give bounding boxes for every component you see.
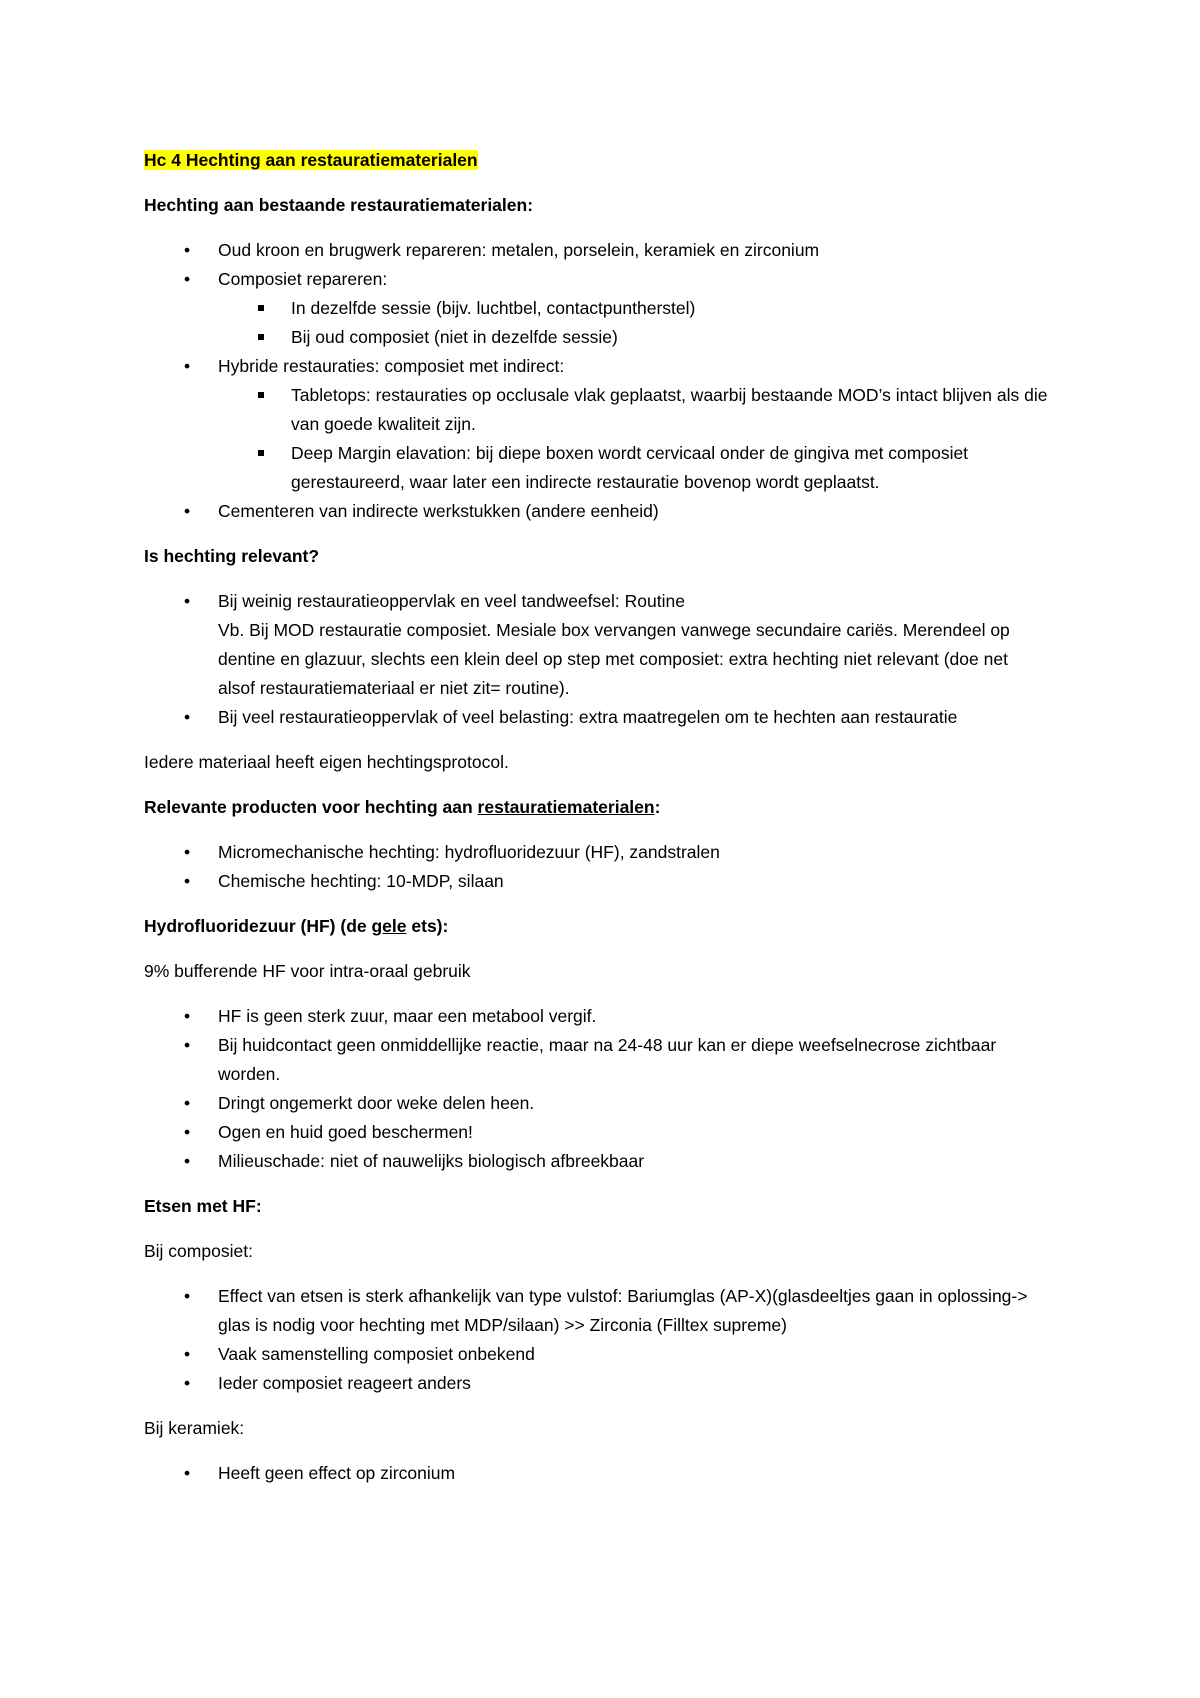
list-item: • Hybride restauraties: composiet met indirect: Tabletops: restauraties op occlusale vlak geplaatst, waarbij bestaande MOD’s intact blijven als die van goede kwaliteit zijn. Deep Margin elavation: bij diepe boxen wordt cervicaal onder de gingiva met composiet gerestaureerd, waar later een indirecte restauratie bovenop wordt geplaatst. bbox=[144, 352, 1049, 497]
document-title: Hc 4 Hechting aan restauratiematerialen bbox=[144, 150, 478, 170]
bullet-icon: • bbox=[184, 1344, 191, 1364]
list-item: • Effect van etsen is sterk afhankelijk van type vulstof: Bariumglas (AP-X)(glasdeeltjes gaan in oplossing-> glas is nodig voor hechting met MDP/silaan) >> Zirconia (Filltex supreme) bbox=[144, 1282, 1049, 1340]
list-item: • Cementeren van indirecte werkstukken (andere eenheid) bbox=[144, 497, 1049, 526]
list-item: • Composiet repareren: In dezelfde sessie (bijv. luchtbel, contactpuntherstel) Bij oud composiet (niet in dezelfde sessie) bbox=[144, 265, 1049, 352]
bullet-icon: • bbox=[184, 1151, 191, 1171]
composiet-label: Bij composiet: bbox=[144, 1241, 253, 1261]
bullet-icon: • bbox=[184, 1373, 191, 1393]
square-bullet-icon bbox=[258, 334, 264, 340]
list-item: • Bij huidcontact geen onmiddellijke reactie, maar na 24-48 uur kan er diepe weefselnecrose zichtbaar worden. bbox=[144, 1031, 1049, 1089]
list-item: • Bij veel restauratieoppervlak of veel belasting: extra maatregelen om te hechten aan restauratie bbox=[144, 703, 1049, 732]
protocol-note: Iedere materiaal heeft eigen hechtingsprotocol. bbox=[144, 752, 509, 772]
hf-intro: 9% bufferende HF voor intra-oraal gebruik bbox=[144, 961, 471, 981]
section-heading-producten: Relevante producten voor hechting aan restauratiematerialen: bbox=[144, 797, 661, 817]
bullet-list-relevant bbox=[144, 587, 1049, 732]
bullet-icon: • bbox=[184, 707, 191, 727]
bullet-icon: • bbox=[184, 501, 191, 521]
bullet-icon: • bbox=[184, 591, 191, 611]
bullet-list-producten bbox=[144, 838, 1049, 896]
bullet-icon: • bbox=[184, 1122, 191, 1142]
list-item: • Vaak samenstelling composiet onbekend bbox=[144, 1340, 1049, 1369]
sub-list-item: Deep Margin elavation: bij diepe boxen wordt cervicaal onder de gingiva met composiet gerestaureerd, waar later een indirecte restauratie bovenop wordt geplaatst. bbox=[218, 439, 1049, 497]
bullet-icon: • bbox=[184, 842, 191, 862]
list-item: • Bij weinig restauratieoppervlak en veel tandweefsel: Routine Vb. Bij MOD restauratie composiet. Mesiale box vervangen vanwege secundaire cariës. Merendeel op dentine en glazuur, slechts een klein deel op step met composiet: extra hechting niet relevant (doe net alsof restauratiemateriaal er niet zit= routine). bbox=[144, 587, 1049, 703]
bullet-icon: • bbox=[184, 1286, 191, 1306]
list-item: • Chemische hechting: 10-MDP, silaan bbox=[144, 867, 1049, 896]
section-heading-etsen: Etsen met HF: bbox=[144, 1196, 262, 1216]
list-item: • Dringt ongemerkt door weke delen heen. bbox=[144, 1089, 1049, 1118]
bullet-icon: • bbox=[184, 240, 191, 260]
list-item: • Ogen en huid goed beschermen! bbox=[144, 1118, 1049, 1147]
list-item: • HF is geen sterk zuur, maar een metabool vergif. bbox=[144, 1002, 1049, 1031]
sub-list-item: Bij oud composiet (niet in dezelfde sessie) bbox=[218, 323, 1049, 352]
sub-list-hybride bbox=[218, 381, 1049, 497]
keramiek-label: Bij keramiek: bbox=[144, 1418, 245, 1438]
list-item: • Oud kroon en brugwerk repareren: metalen, porselein, keramiek en zirconium bbox=[144, 236, 1049, 265]
bullet-icon: • bbox=[184, 356, 191, 376]
bullet-list-hf bbox=[144, 1002, 1049, 1176]
section-heading-bestaande: Hechting aan bestaande restauratiematerialen: bbox=[144, 195, 534, 215]
bullet-icon: • bbox=[184, 1006, 191, 1026]
list-item: • Milieuschade: niet of nauwelijks biologisch afbreekbaar bbox=[144, 1147, 1049, 1176]
section-heading-relevant: Is hechting relevant? bbox=[144, 546, 320, 566]
bullet-icon: • bbox=[184, 1463, 191, 1483]
list-item: • Micromechanische hechting: hydrofluoridezuur (HF), zandstralen bbox=[144, 838, 1049, 867]
square-bullet-icon bbox=[258, 392, 264, 398]
square-bullet-icon bbox=[258, 450, 264, 456]
bullet-list-bestaande bbox=[144, 236, 1049, 526]
section-heading-hf: Hydrofluoridezuur (HF) (de gele ets): bbox=[144, 916, 449, 936]
document-page bbox=[144, 146, 1049, 1504]
bullet-icon: • bbox=[184, 1093, 191, 1113]
square-bullet-icon bbox=[258, 305, 264, 311]
bullet-list-composiet bbox=[144, 1282, 1049, 1398]
bullet-icon: • bbox=[184, 269, 191, 289]
bullet-list-keramiek bbox=[144, 1459, 1049, 1488]
list-item: • Heeft geen effect op zirconium bbox=[144, 1459, 1049, 1488]
sub-list-item: Tabletops: restauraties op occlusale vlak geplaatst, waarbij bestaande MOD’s intact blijven als die van goede kwaliteit zijn. bbox=[218, 381, 1049, 439]
sub-list-composiet bbox=[218, 294, 1049, 352]
bullet-icon: • bbox=[184, 871, 191, 891]
list-item: • Ieder composiet reageert anders bbox=[144, 1369, 1049, 1398]
sub-list-item: In dezelfde sessie (bijv. luchtbel, contactpuntherstel) bbox=[218, 294, 1049, 323]
bullet-icon: • bbox=[184, 1035, 191, 1055]
